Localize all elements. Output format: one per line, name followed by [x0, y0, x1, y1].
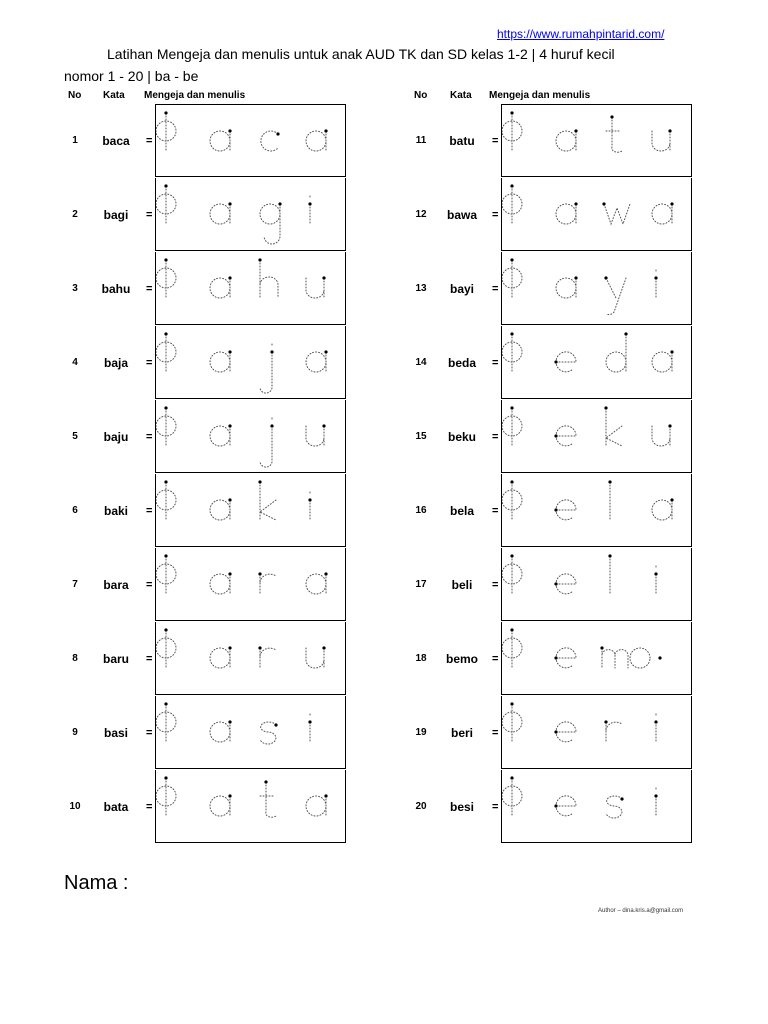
tracing-letter-r — [258, 646, 276, 668]
tracing-letters — [502, 696, 691, 768]
tracing-letter-b — [502, 702, 522, 742]
row-number: 3 — [72, 283, 78, 294]
tracing-letter-a — [652, 498, 674, 520]
row-number: 5 — [72, 431, 78, 442]
row-number: 6 — [72, 505, 78, 516]
tracing-letters — [502, 548, 691, 620]
row-word: bemo — [445, 652, 478, 666]
tracing-letter-b — [156, 776, 176, 816]
tracing-box[interactable] — [501, 548, 692, 621]
row-number: 9 — [72, 727, 78, 738]
tracing-letter-a — [556, 202, 578, 224]
tracing-letter-b — [502, 628, 522, 668]
tracing-letter-u — [306, 276, 326, 298]
tracing-box[interactable] — [155, 104, 346, 177]
row-number: 12 — [415, 209, 427, 220]
tracing-letter-l — [608, 554, 611, 594]
exercise-row — [410, 548, 755, 622]
exercise-row — [410, 770, 755, 844]
tracing-letter-i — [308, 714, 311, 742]
tracing-letter-a — [210, 350, 232, 372]
tracing-letter-b — [156, 111, 176, 151]
tracing-letter-i — [308, 492, 311, 520]
tracing-letter-e — [554, 426, 576, 446]
row-number: 7 — [72, 579, 78, 590]
exercise-row — [64, 400, 409, 474]
tracing-letter-b — [502, 258, 522, 298]
equals-sign: = — [492, 727, 499, 739]
tracing-letter-b — [156, 406, 176, 446]
tracing-box[interactable] — [501, 622, 692, 695]
tracing-letters — [156, 548, 345, 620]
tracing-letters — [156, 400, 345, 472]
tracing-letter-w — [602, 202, 630, 224]
tracing-letter-a — [210, 794, 232, 816]
tracing-letter-k — [258, 480, 276, 520]
tracing-letter-r — [258, 572, 276, 594]
row-word: basi — [103, 726, 128, 740]
row-word: bagi — [103, 208, 129, 222]
tracing-box[interactable] — [501, 474, 692, 547]
tracing-letters — [156, 252, 345, 324]
tracing-letter-e — [554, 574, 576, 594]
tracing-box[interactable] — [501, 252, 692, 325]
tracing-letter-a — [210, 720, 232, 742]
row-word: baja — [103, 356, 128, 370]
row-word: bawa — [446, 208, 477, 222]
column-right — [410, 104, 755, 844]
tracing-letter-o — [630, 648, 662, 668]
tracing-letter-a — [210, 498, 232, 520]
row-number: 19 — [415, 727, 427, 738]
tracing-letter-b — [502, 554, 522, 594]
equals-sign: = — [146, 283, 153, 295]
tracing-letter-i — [654, 714, 657, 742]
tracing-letters — [156, 178, 345, 250]
tracing-letter-a — [210, 646, 232, 668]
tracing-box[interactable] — [155, 770, 346, 843]
tracing-letter-k — [604, 406, 622, 446]
exercise-row — [64, 622, 409, 696]
tracing-letter-a — [210, 129, 232, 151]
tracing-letter-d — [606, 332, 628, 372]
row-number: 10 — [69, 801, 81, 812]
exercise-row — [410, 252, 755, 326]
tracing-letter-j — [260, 344, 274, 393]
author-credit: Author – dina.kris.a@gmail.com — [598, 908, 684, 914]
tracing-letter-a — [652, 350, 674, 372]
equals-sign: = — [492, 357, 499, 369]
row-number: 8 — [72, 653, 78, 664]
tracing-box[interactable] — [155, 326, 346, 399]
tracing-letter-r — [604, 720, 622, 742]
tracing-letter-i — [654, 788, 657, 816]
tracing-box[interactable] — [155, 252, 346, 325]
tracing-letters — [156, 770, 345, 842]
tracing-letter-j — [260, 418, 274, 467]
exercise-row — [64, 474, 409, 548]
tracing-letters — [156, 696, 345, 768]
worksheet-title: Latihan Mengeja dan menulis untuk anak AUD TK dan SD kelas 1-2 | 4 huruf kecil — [107, 46, 615, 62]
tracing-letters — [156, 474, 345, 546]
header-no-right: No — [414, 90, 428, 101]
row-word: beli — [451, 578, 473, 592]
tracing-letter-a — [210, 424, 232, 446]
tracing-letter-i — [654, 566, 657, 594]
tracing-letter-a — [210, 202, 232, 224]
row-word: bayi — [449, 282, 474, 296]
tracing-box[interactable] — [501, 770, 692, 843]
row-word: baca — [102, 134, 130, 148]
exercise-row — [410, 326, 755, 400]
header-kata-left: Kata — [103, 90, 125, 101]
website-url[interactable]: https://www.rumahpintarid.com/ — [497, 27, 665, 41]
tracing-box[interactable] — [155, 548, 346, 621]
equals-sign: = — [146, 801, 153, 813]
tracing-box[interactable] — [155, 622, 346, 695]
row-word: bahu — [101, 282, 131, 296]
tracing-letters — [156, 105, 345, 177]
header-no-left: No — [68, 90, 82, 101]
exercise-row — [64, 548, 409, 622]
tracing-letter-a — [306, 129, 328, 151]
tracing-letter-a — [306, 350, 328, 372]
tracing-box[interactable] — [501, 104, 692, 177]
row-number: 1 — [72, 135, 78, 146]
row-word: beda — [447, 356, 476, 370]
tracing-letter-u — [652, 129, 672, 151]
tracing-letter-e — [554, 648, 576, 668]
tracing-letter-b — [156, 480, 176, 520]
row-word: batu — [449, 134, 475, 148]
tracing-letters — [156, 326, 345, 398]
exercise-row — [410, 178, 755, 252]
exercise-row — [64, 770, 409, 844]
column-left — [64, 104, 409, 844]
row-number: 20 — [415, 801, 427, 812]
row-number: 17 — [415, 579, 427, 590]
equals-sign: = — [492, 135, 499, 147]
row-word: baju — [103, 430, 129, 444]
row-word: baki — [103, 504, 128, 518]
exercise-row — [64, 696, 409, 770]
tracing-letter-a — [556, 129, 578, 151]
tracing-letter-e — [554, 500, 576, 520]
equals-sign: = — [492, 209, 499, 221]
exercise-row — [410, 474, 755, 548]
row-word: baru — [102, 652, 129, 666]
tracing-letters — [502, 622, 691, 694]
equals-sign: = — [492, 653, 499, 665]
tracing-letter-s — [606, 796, 624, 818]
row-word: bela — [449, 504, 474, 518]
equals-sign: = — [146, 653, 153, 665]
exercise-row — [410, 696, 755, 770]
tracing-letter-i — [308, 196, 311, 224]
equals-sign: = — [492, 283, 499, 295]
tracing-letter-e — [554, 796, 576, 816]
tracing-letter-b — [502, 480, 522, 520]
tracing-letter-b — [502, 332, 522, 372]
tracing-letter-l — [608, 480, 611, 520]
row-word: besi — [449, 800, 474, 814]
header-mengeja-right: Mengeja dan menulis — [489, 90, 591, 101]
header-kata-right: Kata — [450, 90, 472, 101]
row-number: 14 — [415, 357, 427, 368]
tracing-letter-b — [502, 111, 522, 151]
tracing-letter-b — [502, 776, 522, 816]
exercise-row — [410, 400, 755, 474]
tracing-letter-u — [306, 646, 326, 668]
equals-sign: = — [146, 209, 153, 221]
row-number: 4 — [72, 357, 78, 368]
tracing-letters — [502, 178, 691, 250]
tracing-letter-t — [260, 780, 276, 817]
tracing-letter-a — [556, 276, 578, 298]
row-number: 18 — [415, 653, 427, 664]
header-mengeja-left: Mengeja dan menulis — [144, 90, 246, 101]
tracing-letter-s — [260, 722, 278, 744]
tracing-letter-b — [156, 628, 176, 668]
tracing-box[interactable] — [155, 400, 346, 473]
row-word: bara — [103, 578, 129, 592]
tracing-letter-c — [261, 131, 280, 151]
row-number: 11 — [415, 135, 427, 146]
tracing-letters — [502, 474, 691, 546]
tracing-box[interactable] — [501, 400, 692, 473]
exercise-row — [410, 622, 755, 696]
tracing-letter-a — [210, 572, 232, 594]
tracing-letter-a — [306, 572, 328, 594]
row-number: 16 — [415, 505, 427, 516]
tracing-letters — [502, 105, 691, 177]
tracing-letter-e — [554, 722, 576, 742]
equals-sign: = — [146, 135, 153, 147]
row-number: 13 — [415, 283, 427, 294]
tracing-letter-e — [554, 352, 576, 372]
tracing-letter-a — [652, 202, 674, 224]
equals-sign: = — [146, 579, 153, 591]
tracing-letter-u — [306, 424, 326, 446]
row-number: 15 — [415, 431, 427, 442]
tracing-letter-h — [258, 258, 278, 298]
tracing-letter-b — [156, 332, 176, 372]
tracing-letter-g — [260, 202, 282, 244]
exercise-row — [64, 178, 409, 252]
tracing-letter-b — [156, 184, 176, 224]
tracing-letter-i — [654, 270, 657, 298]
equals-sign: = — [492, 801, 499, 813]
tracing-letters — [502, 400, 691, 472]
tracing-letter-a — [210, 276, 232, 298]
tracing-letter-y — [604, 276, 626, 314]
tracing-box[interactable] — [501, 178, 692, 251]
tracing-letters — [502, 770, 691, 842]
row-word: bata — [103, 800, 129, 814]
tracing-letter-a — [306, 794, 328, 816]
equals-sign: = — [146, 505, 153, 517]
exercise-row — [64, 104, 409, 178]
equals-sign: = — [146, 357, 153, 369]
tracing-letter-b — [502, 406, 522, 446]
exercise-row — [64, 252, 409, 326]
tracing-box[interactable] — [501, 696, 692, 769]
tracing-letter-b — [156, 258, 176, 298]
tracing-box[interactable] — [155, 696, 346, 769]
tracing-letter-b — [156, 702, 176, 742]
worksheet-subtitle: nomor 1 - 20 | ba - be — [64, 68, 199, 84]
equals-sign: = — [146, 727, 153, 739]
tracing-letters — [502, 326, 691, 398]
tracing-letter-b — [502, 184, 522, 224]
row-word: beri — [450, 726, 473, 740]
tracing-letters — [156, 622, 345, 694]
exercise-row — [410, 104, 755, 178]
tracing-letter-b — [156, 554, 176, 594]
tracing-letter-t — [606, 115, 622, 152]
tracing-box[interactable] — [155, 178, 346, 251]
row-word: beku — [447, 430, 476, 444]
name-label: Nama : — [64, 872, 129, 894]
tracing-box[interactable] — [501, 326, 692, 399]
equals-sign: = — [146, 431, 153, 443]
equals-sign: = — [492, 579, 499, 591]
tracing-letter-m — [600, 646, 628, 668]
tracing-box[interactable] — [155, 474, 346, 547]
equals-sign: = — [492, 431, 499, 443]
row-number: 2 — [72, 209, 78, 220]
exercise-row — [64, 326, 409, 400]
tracing-letters — [502, 252, 691, 324]
equals-sign: = — [492, 505, 499, 517]
tracing-letter-u — [652, 424, 672, 446]
